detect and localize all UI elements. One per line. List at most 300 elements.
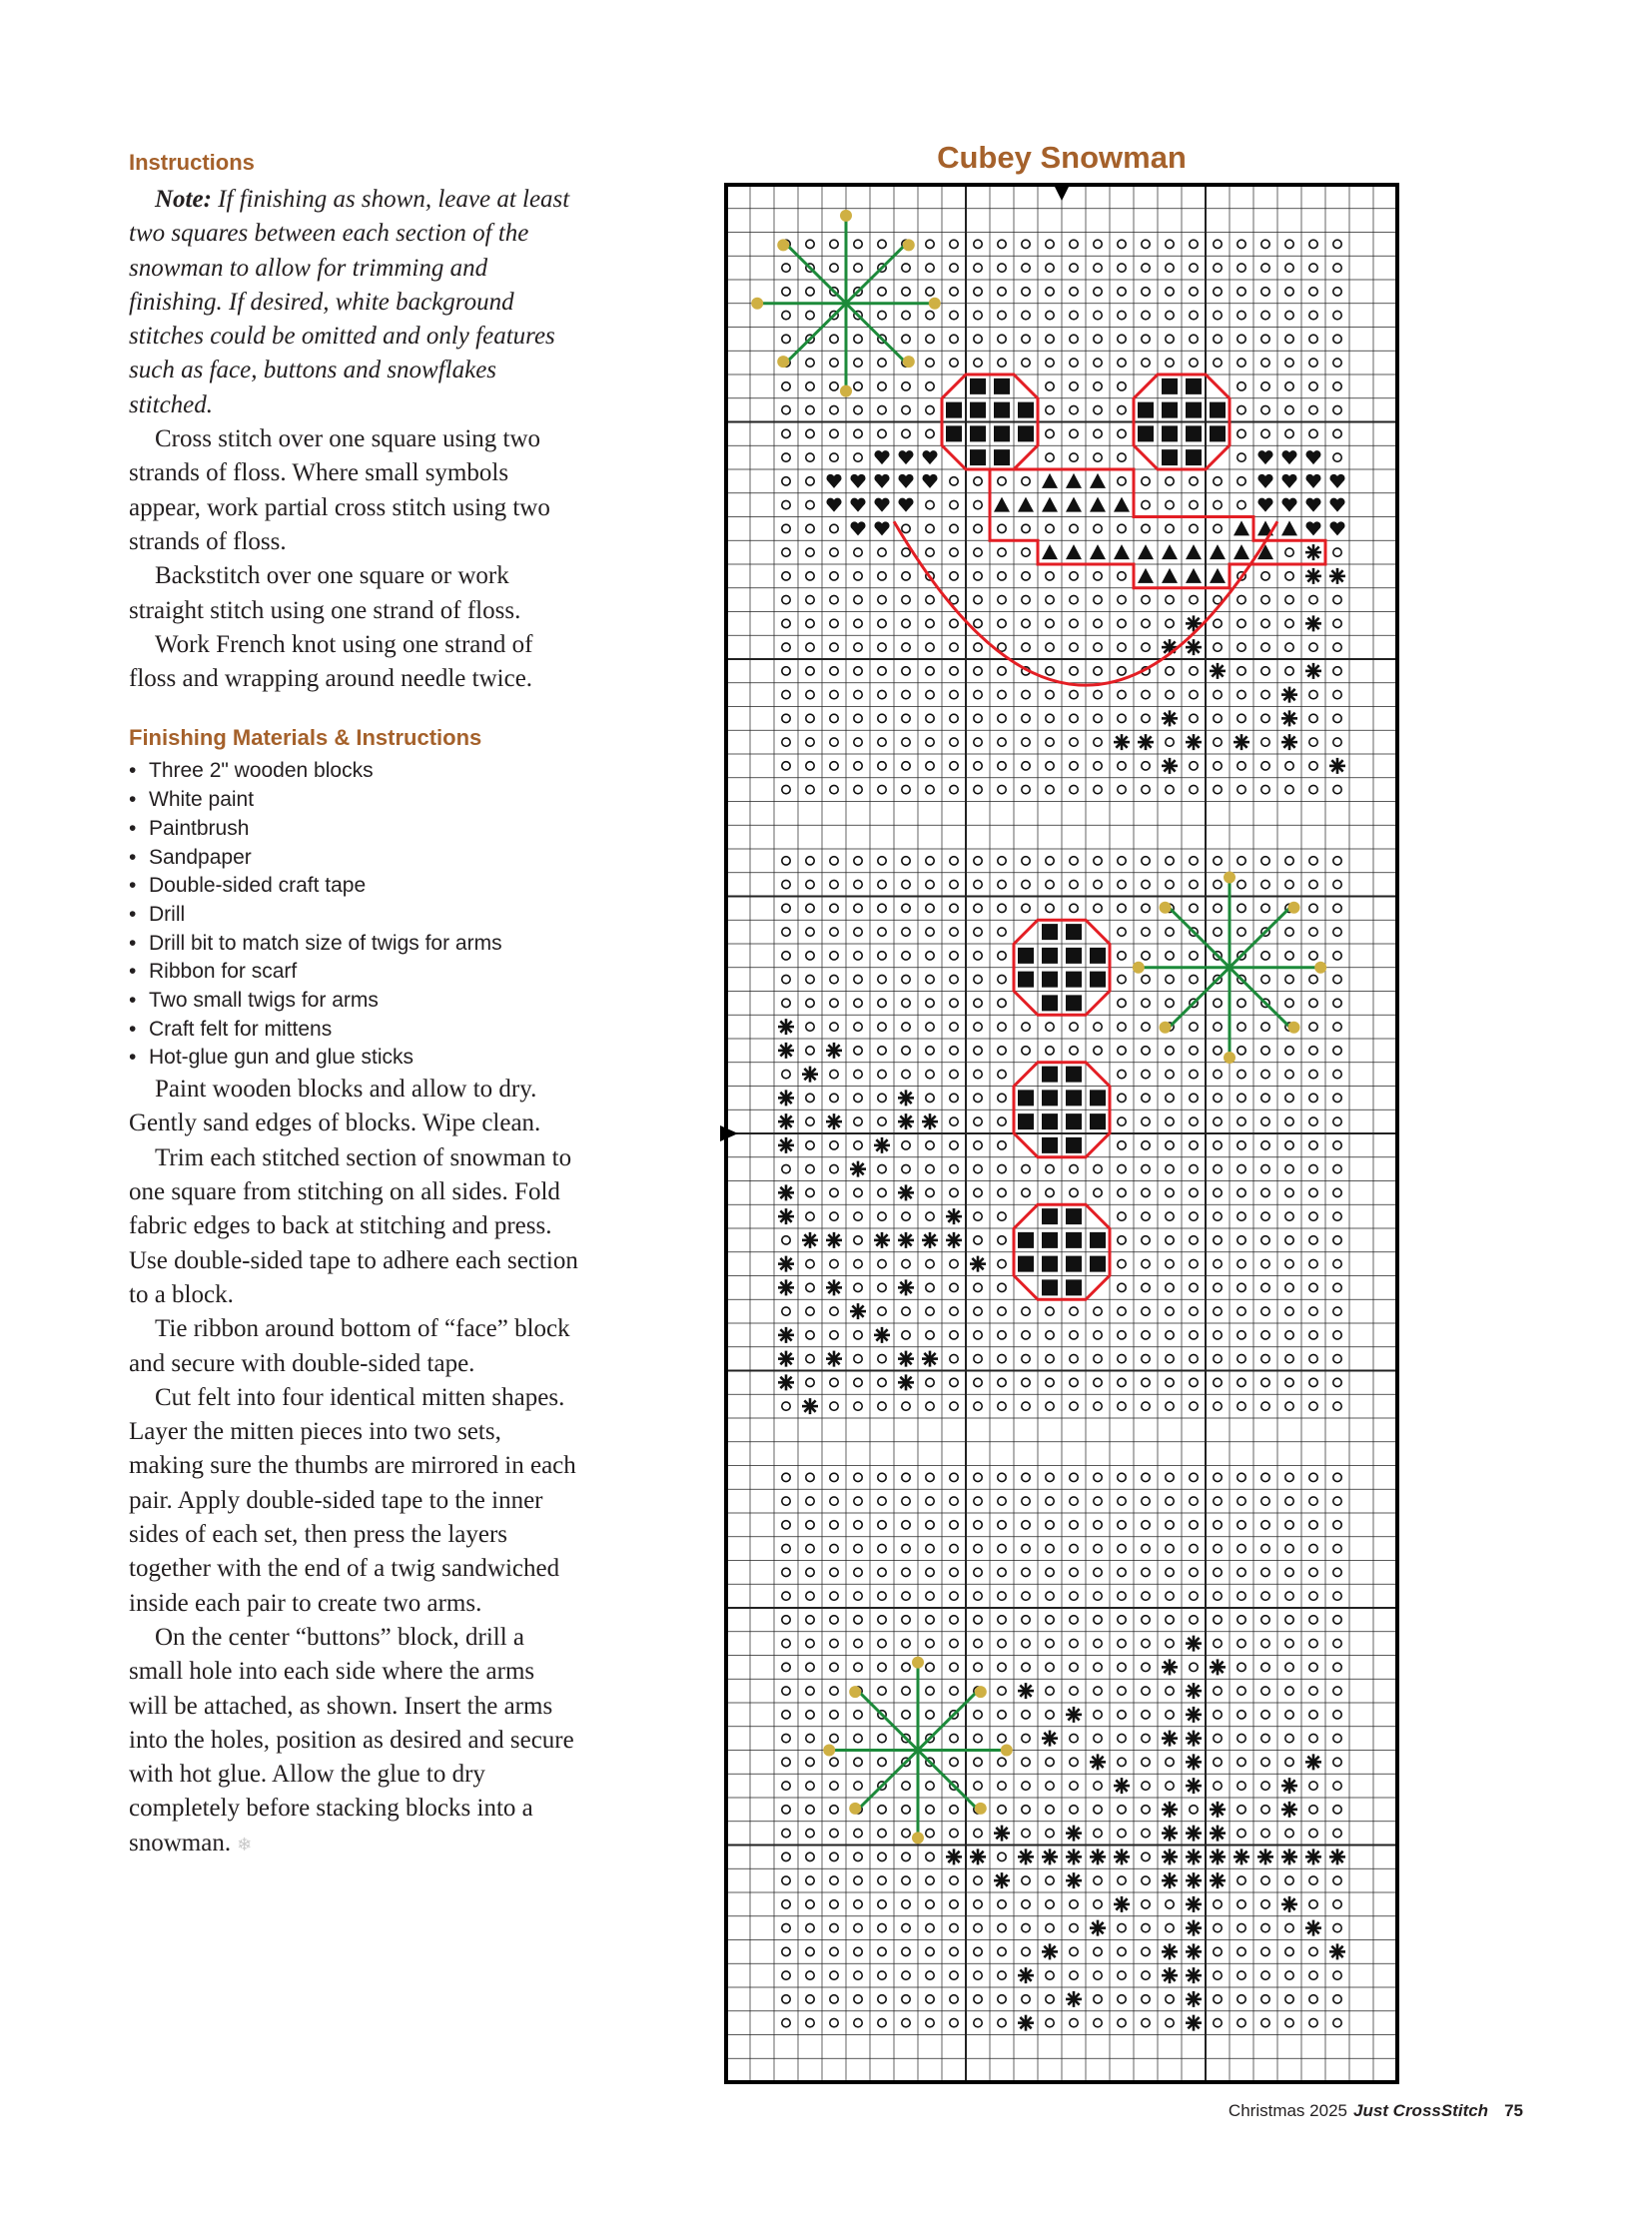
background-stitch bbox=[1238, 382, 1245, 390]
background-stitch bbox=[1285, 1354, 1293, 1362]
background-stitch bbox=[1070, 1900, 1078, 1908]
background-stitch bbox=[1238, 1047, 1245, 1055]
background-stitch bbox=[1309, 1544, 1317, 1552]
background-stitch bbox=[1309, 975, 1317, 983]
snowflake-stitch bbox=[1281, 1802, 1297, 1818]
nose-stitch bbox=[1042, 544, 1058, 559]
background-stitch bbox=[1046, 359, 1054, 367]
background-stitch bbox=[1094, 453, 1102, 461]
background-stitch bbox=[926, 595, 934, 603]
background-stitch bbox=[1142, 1070, 1150, 1078]
background-stitch bbox=[854, 1331, 862, 1339]
background-stitch bbox=[830, 1829, 838, 1837]
background-stitch bbox=[806, 999, 814, 1007]
background-stitch bbox=[854, 1592, 862, 1600]
background-stitch bbox=[1333, 288, 1341, 296]
background-stitch bbox=[950, 1923, 958, 1931]
background-stitch bbox=[950, 1995, 958, 2003]
background-stitch bbox=[806, 1164, 814, 1172]
background-stitch bbox=[1022, 857, 1030, 865]
snowflake-stitch bbox=[1042, 1943, 1058, 1959]
background-stitch bbox=[830, 999, 838, 1007]
background-stitch bbox=[1142, 785, 1150, 793]
background-stitch bbox=[806, 1188, 814, 1196]
background-stitch bbox=[998, 667, 1006, 675]
background-stitch bbox=[806, 453, 814, 461]
background-stitch bbox=[1214, 1378, 1222, 1386]
background-stitch bbox=[1261, 1117, 1269, 1125]
background-stitch bbox=[1333, 1687, 1341, 1695]
french-knot bbox=[1133, 962, 1145, 974]
background-stitch bbox=[1214, 1094, 1222, 1102]
background-stitch bbox=[1285, 1236, 1293, 1244]
background-stitch bbox=[1190, 595, 1198, 603]
background-stitch bbox=[950, 1758, 958, 1766]
background-stitch bbox=[1238, 1971, 1245, 1979]
background-stitch bbox=[806, 1023, 814, 1031]
background-stitch bbox=[806, 1900, 814, 1908]
background-stitch bbox=[950, 1616, 958, 1624]
background-stitch bbox=[998, 1188, 1006, 1196]
background-stitch bbox=[998, 1354, 1006, 1362]
background-stitch bbox=[782, 785, 790, 793]
background-stitch bbox=[1118, 1616, 1126, 1624]
background-stitch bbox=[1261, 240, 1269, 248]
background-stitch bbox=[926, 382, 934, 390]
eye-button-stitch bbox=[1066, 1090, 1082, 1106]
background-stitch bbox=[950, 2018, 958, 2026]
background-stitch bbox=[1333, 1639, 1341, 1647]
background-stitch bbox=[998, 762, 1006, 770]
background-stitch bbox=[1214, 1568, 1222, 1576]
background-stitch bbox=[1022, 240, 1030, 248]
background-stitch bbox=[854, 880, 862, 888]
background-stitch bbox=[926, 1663, 934, 1671]
background-stitch bbox=[974, 667, 982, 675]
background-stitch bbox=[1094, 1663, 1102, 1671]
background-stitch bbox=[1261, 359, 1269, 367]
background-stitch bbox=[1142, 619, 1150, 627]
background-stitch bbox=[1046, 1876, 1054, 1884]
background-stitch bbox=[1046, 762, 1054, 770]
background-stitch bbox=[1190, 952, 1198, 960]
background-stitch bbox=[950, 1070, 958, 1078]
eye-button-stitch bbox=[1066, 972, 1082, 988]
eye-button-stitch bbox=[1210, 402, 1226, 418]
background-stitch bbox=[902, 1923, 910, 1931]
background-stitch bbox=[1022, 1331, 1030, 1339]
background-stitch bbox=[830, 714, 838, 722]
background-stitch bbox=[1190, 288, 1198, 296]
background-stitch bbox=[950, 1164, 958, 1172]
background-stitch bbox=[1214, 1497, 1222, 1505]
background-stitch bbox=[878, 1473, 886, 1481]
background-stitch bbox=[998, 2018, 1006, 2026]
background-stitch bbox=[1214, 1947, 1222, 1955]
background-stitch bbox=[854, 1971, 862, 1979]
background-stitch bbox=[1333, 311, 1341, 319]
background-stitch bbox=[1118, 1402, 1126, 1410]
background-stitch bbox=[1166, 595, 1174, 603]
background-stitch bbox=[1214, 1047, 1222, 1055]
background-stitch bbox=[998, 548, 1006, 556]
background-stitch bbox=[1046, 857, 1054, 865]
background-stitch bbox=[782, 500, 790, 508]
background-stitch bbox=[950, 1687, 958, 1695]
background-stitch bbox=[1190, 1497, 1198, 1505]
background-stitch bbox=[1261, 1663, 1269, 1671]
background-stitch bbox=[1094, 762, 1102, 770]
background-stitch bbox=[1190, 880, 1198, 888]
snowflake-stitch bbox=[826, 1351, 842, 1367]
background-stitch bbox=[830, 952, 838, 960]
background-stitch bbox=[1261, 857, 1269, 865]
background-stitch bbox=[1238, 1806, 1245, 1814]
snowflake-stitch bbox=[1210, 1659, 1226, 1675]
background-stitch bbox=[1118, 1971, 1126, 1979]
background-stitch bbox=[902, 999, 910, 1007]
background-stitch bbox=[1094, 240, 1102, 248]
background-stitch bbox=[782, 667, 790, 675]
background-stitch bbox=[1118, 1497, 1126, 1505]
background-stitch bbox=[1118, 335, 1126, 343]
background-stitch bbox=[854, 359, 862, 367]
background-stitch bbox=[1046, 1473, 1054, 1481]
background-stitch bbox=[782, 1592, 790, 1600]
background-stitch bbox=[806, 762, 814, 770]
background-stitch bbox=[1142, 1947, 1150, 1955]
background-stitch bbox=[1309, 240, 1317, 248]
background-stitch bbox=[1261, 1212, 1269, 1220]
background-stitch bbox=[782, 1164, 790, 1172]
background-stitch bbox=[1022, 1758, 1030, 1766]
background-stitch bbox=[1070, 595, 1078, 603]
background-stitch bbox=[782, 1070, 790, 1078]
background-stitch bbox=[1309, 857, 1317, 865]
background-stitch bbox=[1094, 382, 1102, 390]
background-stitch bbox=[1190, 1117, 1198, 1125]
snowflake-stitch bbox=[922, 1351, 938, 1367]
finishing-step-text: On the center “buttons” block, drill a small hole into each side where the arms will be attached, as shown. Insert the arms into the holes, position as desired and secure with hot glue. Allow the glue to dry completely before stacking blocks into a snowman. bbox=[129, 1623, 574, 1856]
background-stitch bbox=[1094, 667, 1102, 675]
background-stitch bbox=[878, 1758, 886, 1766]
background-stitch bbox=[1142, 1758, 1150, 1766]
background-stitch bbox=[782, 1521, 790, 1529]
background-stitch bbox=[902, 1070, 910, 1078]
background-stitch bbox=[1142, 1402, 1150, 1410]
background-stitch bbox=[1142, 1616, 1150, 1624]
background-stitch bbox=[902, 643, 910, 651]
background-stitch bbox=[1261, 785, 1269, 793]
background-stitch bbox=[1309, 1568, 1317, 1576]
background-stitch bbox=[1070, 785, 1078, 793]
background-stitch bbox=[1070, 1521, 1078, 1529]
background-stitch bbox=[806, 1259, 814, 1267]
nose-stitch bbox=[1138, 544, 1154, 559]
background-stitch bbox=[1333, 382, 1341, 390]
cheek-stitch bbox=[898, 450, 913, 464]
background-stitch bbox=[1285, 952, 1293, 960]
eye-button-stitch bbox=[1066, 1067, 1082, 1083]
background-stitch bbox=[782, 999, 790, 1007]
background-stitch bbox=[1309, 1283, 1317, 1291]
snowflake-stitch bbox=[1281, 1778, 1297, 1794]
background-stitch bbox=[1022, 1923, 1030, 1931]
background-stitch bbox=[806, 880, 814, 888]
background-stitch bbox=[1022, 619, 1030, 627]
background-stitch bbox=[782, 595, 790, 603]
background-stitch bbox=[1285, 1402, 1293, 1410]
background-stitch bbox=[1285, 1117, 1293, 1125]
french-knot bbox=[849, 1803, 861, 1815]
background-stitch bbox=[1261, 619, 1269, 627]
background-stitch bbox=[950, 1402, 958, 1410]
background-stitch bbox=[1309, 904, 1317, 912]
background-stitch bbox=[1238, 1544, 1245, 1552]
background-stitch bbox=[1285, 1164, 1293, 1172]
eye-button-stitch bbox=[1186, 402, 1202, 418]
background-stitch bbox=[806, 1047, 814, 1055]
background-stitch bbox=[1309, 405, 1317, 413]
background-stitch bbox=[1238, 1094, 1245, 1102]
background-stitch bbox=[1333, 1070, 1341, 1078]
background-stitch bbox=[1190, 667, 1198, 675]
background-stitch bbox=[902, 264, 910, 272]
background-stitch bbox=[782, 288, 790, 296]
background-stitch bbox=[1238, 1521, 1245, 1529]
background-stitch bbox=[782, 1829, 790, 1837]
background-stitch bbox=[998, 1094, 1006, 1102]
background-stitch bbox=[782, 1544, 790, 1552]
background-stitch bbox=[1285, 1283, 1293, 1291]
background-stitch bbox=[806, 1734, 814, 1742]
background-stitch bbox=[878, 1544, 886, 1552]
background-stitch bbox=[854, 1947, 862, 1955]
background-stitch bbox=[806, 359, 814, 367]
background-stitch bbox=[1190, 1354, 1198, 1362]
snowflake-stitch bbox=[1162, 1802, 1178, 1818]
background-stitch bbox=[1190, 714, 1198, 722]
eye-button-stitch bbox=[994, 425, 1010, 441]
snowflake-stitch bbox=[970, 1849, 986, 1864]
note-paragraph bbox=[129, 183, 578, 422]
background-stitch bbox=[974, 572, 982, 580]
background-stitch bbox=[1142, 1497, 1150, 1505]
background-stitch bbox=[1022, 1734, 1030, 1742]
french-knot bbox=[1224, 1052, 1236, 1064]
background-stitch bbox=[878, 2018, 886, 2026]
background-stitch bbox=[1238, 1070, 1245, 1078]
background-stitch bbox=[998, 1782, 1006, 1790]
background-stitch bbox=[998, 1259, 1006, 1267]
background-stitch bbox=[974, 690, 982, 698]
background-stitch bbox=[950, 477, 958, 485]
background-stitch bbox=[1309, 1402, 1317, 1410]
background-stitch bbox=[1214, 1616, 1222, 1624]
snowflake-stitch bbox=[1162, 1872, 1178, 1888]
background-stitch bbox=[1166, 1259, 1174, 1267]
snowflake-stitch bbox=[874, 1137, 890, 1153]
background-stitch bbox=[974, 999, 982, 1007]
background-stitch bbox=[1238, 762, 1245, 770]
background-stitch bbox=[926, 335, 934, 343]
background-stitch bbox=[806, 405, 814, 413]
background-stitch bbox=[1285, 1378, 1293, 1386]
background-stitch bbox=[1309, 1663, 1317, 1671]
background-stitch bbox=[830, 1521, 838, 1529]
background-stitch bbox=[1094, 1473, 1102, 1481]
background-stitch bbox=[974, 762, 982, 770]
background-stitch bbox=[1166, 2018, 1174, 2026]
background-stitch bbox=[974, 904, 982, 912]
snowflake-stitch bbox=[802, 1232, 818, 1248]
background-stitch bbox=[998, 880, 1006, 888]
snowflake-stitch bbox=[1210, 1826, 1226, 1842]
background-stitch bbox=[1118, 785, 1126, 793]
background-stitch bbox=[1190, 524, 1198, 532]
background-stitch bbox=[830, 1687, 838, 1695]
background-stitch bbox=[926, 500, 934, 508]
background-stitch bbox=[1309, 1259, 1317, 1267]
background-stitch bbox=[782, 975, 790, 983]
background-stitch bbox=[974, 524, 982, 532]
background-stitch bbox=[926, 714, 934, 722]
background-stitch bbox=[998, 857, 1006, 865]
background-stitch bbox=[902, 1023, 910, 1031]
snowflake-stitch bbox=[1210, 1849, 1226, 1864]
background-stitch bbox=[926, 1876, 934, 1884]
background-stitch bbox=[1238, 1236, 1245, 1244]
background-stitch bbox=[998, 1141, 1006, 1149]
french-knot bbox=[1287, 902, 1299, 914]
background-stitch bbox=[926, 952, 934, 960]
snowflake-stitch bbox=[946, 1208, 962, 1224]
material-item: • Paintbrush bbox=[129, 815, 578, 844]
french-knot bbox=[1287, 1022, 1299, 1034]
background-stitch bbox=[1046, 714, 1054, 722]
background-stitch bbox=[1022, 1047, 1030, 1055]
background-stitch bbox=[902, 1971, 910, 1979]
background-stitch bbox=[1166, 1188, 1174, 1196]
background-stitch bbox=[1166, 1402, 1174, 1410]
background-stitch bbox=[1142, 335, 1150, 343]
background-stitch bbox=[830, 240, 838, 248]
background-stitch bbox=[854, 714, 862, 722]
eye-button-stitch bbox=[1162, 402, 1178, 418]
background-stitch bbox=[926, 857, 934, 865]
background-stitch bbox=[1333, 1782, 1341, 1790]
background-stitch bbox=[1070, 264, 1078, 272]
background-stitch bbox=[902, 429, 910, 437]
background-stitch bbox=[830, 1806, 838, 1814]
background-stitch bbox=[830, 335, 838, 343]
background-stitch bbox=[830, 690, 838, 698]
background-stitch bbox=[1190, 1164, 1198, 1172]
background-stitch bbox=[1285, 572, 1293, 580]
background-stitch bbox=[998, 1568, 1006, 1576]
background-stitch bbox=[926, 1047, 934, 1055]
background-stitch bbox=[926, 1141, 934, 1149]
background-stitch bbox=[1214, 1711, 1222, 1719]
background-stitch bbox=[1261, 1782, 1269, 1790]
eye-button-stitch bbox=[1090, 1090, 1106, 1106]
background-stitch bbox=[878, 762, 886, 770]
background-stitch bbox=[878, 1592, 886, 1600]
background-stitch bbox=[806, 500, 814, 508]
backstitch-paragraph: Backstitch over one square or work straight stitch using one strand of floss. bbox=[129, 562, 521, 624]
snowflake-stitch bbox=[1186, 1707, 1202, 1723]
background-stitch bbox=[1214, 1639, 1222, 1647]
eye-button-stitch bbox=[1042, 1279, 1058, 1295]
background-stitch bbox=[1309, 1806, 1317, 1814]
background-stitch bbox=[1046, 785, 1054, 793]
snowflake-stitch bbox=[778, 1137, 794, 1153]
eye-button-stitch bbox=[1138, 425, 1154, 441]
background-stitch bbox=[1285, 1687, 1293, 1695]
chart-title: Cubey Snowman bbox=[937, 140, 1187, 175]
background-stitch bbox=[902, 690, 910, 698]
background-stitch bbox=[1022, 359, 1030, 367]
background-stitch bbox=[998, 1900, 1006, 1908]
background-stitch bbox=[1118, 1331, 1126, 1339]
background-stitch bbox=[1070, 382, 1078, 390]
background-stitch bbox=[1070, 857, 1078, 865]
snowflake-stitch bbox=[1042, 1849, 1058, 1864]
french-knot bbox=[903, 239, 915, 251]
background-stitch bbox=[1118, 975, 1126, 983]
background-stitch bbox=[998, 1616, 1006, 1624]
nose-stitch bbox=[1186, 544, 1202, 559]
background-stitch bbox=[1309, 1639, 1317, 1647]
background-stitch bbox=[1118, 1663, 1126, 1671]
eye-button-stitch bbox=[1066, 1232, 1082, 1248]
background-stitch bbox=[1118, 619, 1126, 627]
background-stitch bbox=[1070, 1687, 1078, 1695]
background-stitch bbox=[1022, 690, 1030, 698]
snowflake-stitch bbox=[1114, 1849, 1130, 1864]
background-stitch bbox=[1166, 1521, 1174, 1529]
background-stitch bbox=[1238, 1639, 1245, 1647]
background-stitch bbox=[1261, 762, 1269, 770]
background-stitch bbox=[902, 1521, 910, 1529]
snowflake-stitch bbox=[778, 1208, 794, 1224]
background-stitch bbox=[1118, 240, 1126, 248]
nose-stitch bbox=[1186, 568, 1202, 583]
background-stitch bbox=[998, 1070, 1006, 1078]
background-stitch bbox=[1261, 738, 1269, 746]
background-stitch bbox=[830, 548, 838, 556]
background-stitch bbox=[830, 1971, 838, 1979]
background-stitch bbox=[1190, 857, 1198, 865]
cheek-stitch bbox=[1281, 498, 1296, 512]
background-stitch bbox=[806, 714, 814, 722]
background-stitch bbox=[1238, 500, 1245, 508]
cheek-stitch bbox=[874, 450, 889, 464]
background-stitch bbox=[854, 1497, 862, 1505]
background-stitch bbox=[806, 1521, 814, 1529]
background-stitch bbox=[782, 264, 790, 272]
background-stitch bbox=[806, 1711, 814, 1719]
background-stitch bbox=[1046, 382, 1054, 390]
background-stitch bbox=[1022, 714, 1030, 722]
background-stitch bbox=[1070, 1782, 1078, 1790]
background-stitch bbox=[782, 572, 790, 580]
background-stitch bbox=[1333, 643, 1341, 651]
background-stitch bbox=[1214, 477, 1222, 485]
background-stitch bbox=[1238, 667, 1245, 675]
background-stitch bbox=[1333, 667, 1341, 675]
background-stitch bbox=[1142, 1117, 1150, 1125]
